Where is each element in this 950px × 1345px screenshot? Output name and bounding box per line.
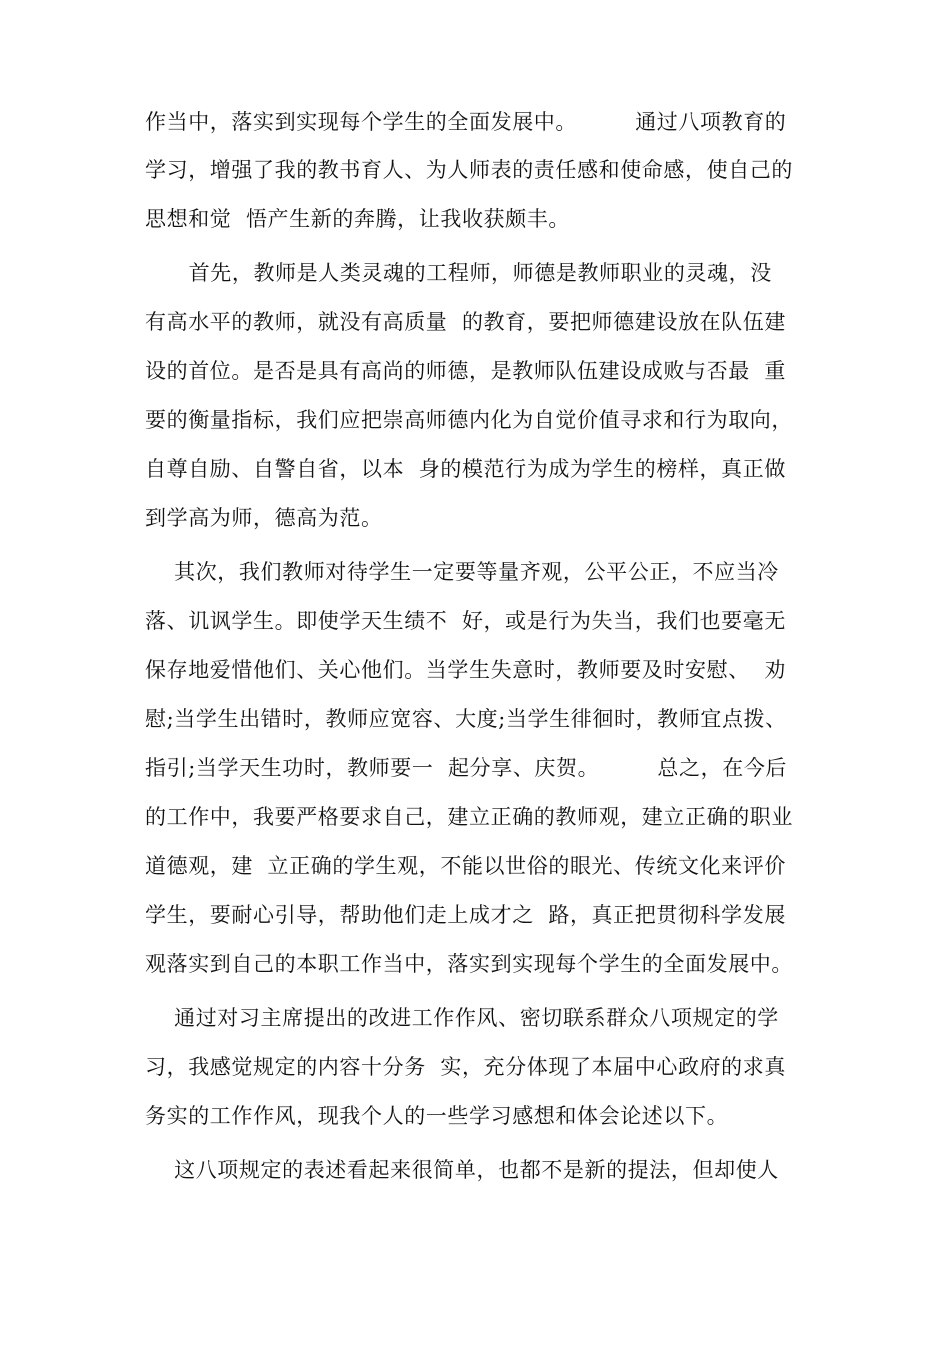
text-line: 道德观，建 立正确的学生观，不能以世俗的眼光、传统文化来评价: [145, 854, 786, 878]
text-line: 学习，增强了我的教书育人、为人师表的责任感和使命感，使自己的: [145, 158, 793, 182]
text-line: 观落实到自己的本职工作当中，落实到实现每个学生的全面发展中。: [145, 952, 793, 976]
text-line: 其次，我们教师对待学生一定要等量齐观，公平公正，不应当冷: [145, 560, 779, 584]
text-line: 首先，教师是人类灵魂的工程师，师德是教师职业的灵魂，没: [145, 261, 772, 285]
text-line: 的工作中，我要严格要求自己，建立正确的教师观，建立正确的职业: [145, 805, 793, 829]
text-line: 作当中，落实到实现每个学生的全面发展中。 通过八项教育的: [145, 110, 787, 134]
text-line: 要的衡量指标，我们应把崇高师德内化为自觉价值寻求和行为取向，: [145, 408, 793, 432]
text-line: 到学高为师，德高为范。: [145, 506, 383, 530]
text-line: 学生，要耐心引导，帮助他们走上成才之 路，真正把贯彻科学发展: [145, 903, 786, 927]
text-line: 这八项规定的表述看起来很简单，也都不是新的提法，但却使人: [145, 1158, 779, 1182]
text-line: 保存地爱惜他们、关心他们。当学生失意时，教师要及时安慰、 劝: [145, 658, 786, 682]
text-line: 设的首位。是否是具有高尚的师德，是教师队伍建设成败与否最 重: [145, 359, 786, 383]
text-line: 习，我感觉规定的内容十分务 实，充分体现了本届中心政府的求真: [145, 1055, 786, 1079]
text-line: 慰;当学生出错时，教师应宽容、大度;当学生徘徊时，教师宜点拨、: [145, 707, 787, 731]
text-line: 务实的工作作风，现我个人的一些学习感想和体会论述以下。: [145, 1104, 729, 1128]
text-line: 通过对习主席提出的改进工作作风、密切联系群众八项规定的学: [145, 1006, 779, 1030]
text-line: 思想和觉 悟产生新的奔腾，让我收获颇丰。: [145, 207, 570, 231]
text-line: 指引;当学天生功时，教师要一 起分享、庆贺。 总之，在今后: [145, 756, 788, 780]
text-line: 落、讥讽学生。即使学天生绩不 好，或是行为失当，我们也要毫无: [145, 609, 786, 633]
text-line: 有高水平的教师，就没有高质量 的教育，要把师德建设放在队伍建: [145, 310, 786, 334]
text-line: 自尊自励、自警自省，以本 身的模范行为成为学生的榜样，真正做: [145, 457, 786, 481]
